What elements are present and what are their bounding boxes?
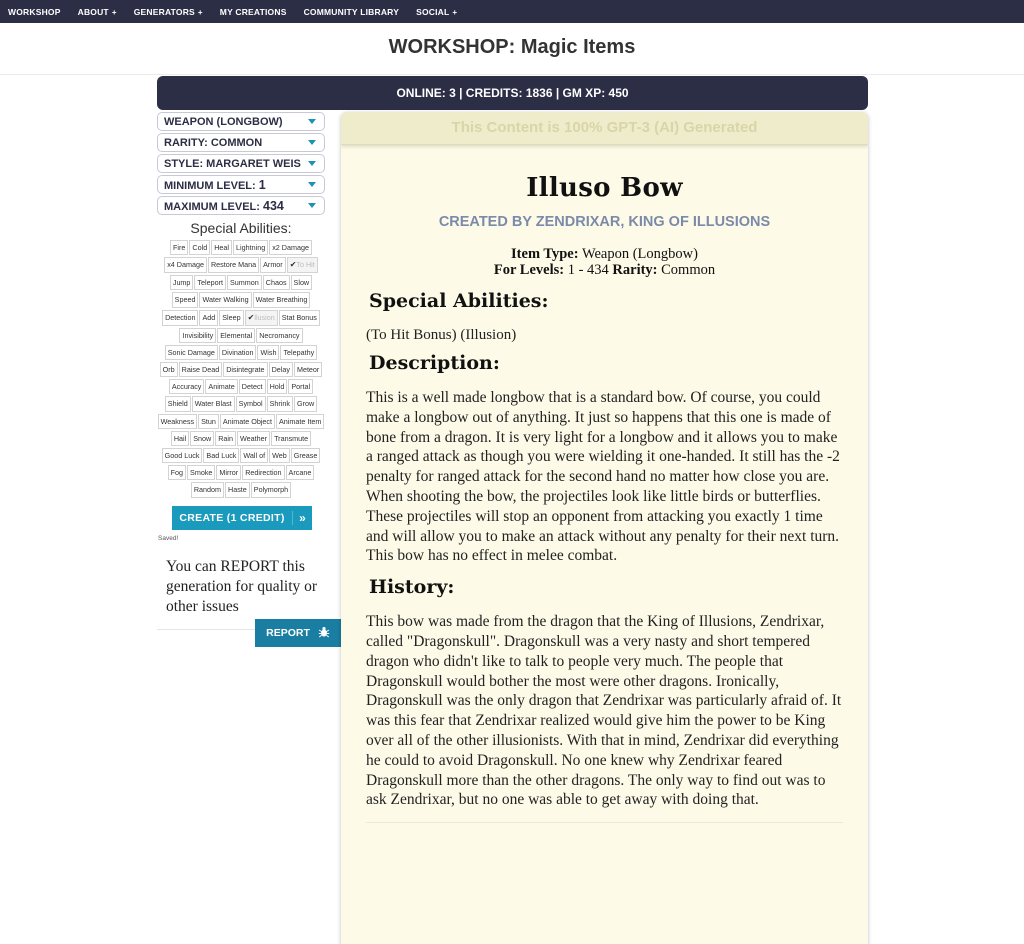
- status-text: ONLINE: 3 | CREDITS: 1836 | GM XP: 450: [396, 86, 629, 100]
- ability-chip-label: Arcane: [288, 468, 312, 478]
- ability-chip[interactable]: [260, 257, 286, 273]
- ability-chip-label: Wall of: [243, 451, 266, 461]
- ability-chip[interactable]: [171, 431, 189, 446]
- ability-chip[interactable]: [215, 431, 236, 446]
- item-name: Illuso Bow: [526, 173, 683, 203]
- ability-chip[interactable]: [291, 275, 313, 290]
- ability-chip-label: Lightning: [236, 243, 266, 252]
- card-bottom-divider: [366, 822, 843, 823]
- ability-chip[interactable]: [269, 240, 312, 255]
- ability-chip-label: Meteor: [296, 365, 320, 375]
- nav-item-social[interactable]: [416, 7, 457, 17]
- nav-item-label: COMMUNITY LIBRARY: [303, 6, 400, 17]
- ability-chip[interactable]: [233, 240, 268, 255]
- ability-chip-label: Redirection: [245, 468, 282, 478]
- ability-chip[interactable]: [291, 448, 321, 463]
- ability-chip-label: Detect: [241, 382, 263, 392]
- ability-chip-label: Disintegrate: [226, 365, 265, 375]
- ability-chip-label: Stat Bonus: [281, 312, 317, 322]
- ability-chip[interactable]: [294, 362, 322, 377]
- plus-icon: +: [111, 7, 117, 17]
- abilities-text: (To Hit Bonus) (Illusion): [366, 327, 517, 343]
- ability-chip[interactable]: [225, 482, 250, 497]
- ability-options: [157, 240, 325, 498]
- chevron-down-icon: [308, 140, 316, 145]
- nav-item-label: MY CREATIONS: [219, 6, 287, 17]
- nav-item-label: SOCIAL: [416, 6, 450, 17]
- ability-chip-label: Web: [272, 451, 287, 461]
- ability-chip-label: Weakness: [160, 416, 195, 426]
- special-abilities-title: Special Abilities:: [190, 220, 292, 236]
- ability-chip[interactable]: [165, 396, 191, 411]
- ability-chip-label: Restore Mana: [210, 260, 257, 270]
- ability-chip[interactable]: [271, 431, 311, 446]
- ability-chip[interactable]: [170, 275, 194, 290]
- nav-item-about[interactable]: [78, 7, 117, 17]
- ability-chip[interactable]: [227, 275, 262, 290]
- chevron-down-icon: [308, 161, 316, 166]
- ability-chip-label: To Hit: [296, 260, 315, 270]
- ability-chip[interactable]: [223, 362, 267, 377]
- ability-chip[interactable]: [191, 482, 224, 497]
- ability-chip-label: Sleep: [222, 312, 241, 322]
- ability-chip[interactable]: [237, 431, 270, 446]
- chevron-down-icon: [308, 119, 316, 124]
- ability-chip[interactable]: [267, 396, 293, 411]
- ability-chip-label: Telepathy: [283, 347, 315, 357]
- ability-chip[interactable]: [172, 292, 199, 307]
- nav-item-workshop[interactable]: [8, 7, 61, 17]
- ability-chip[interactable]: [294, 396, 317, 411]
- description-heading: Description:: [369, 352, 500, 374]
- ability-chip-label: Hail: [173, 433, 187, 443]
- history-text: This bow was made from the dragon that the King of Illusions, Zendrixar, called "Dragonskull". Dragonskull was a very nasty and short tempered dragon who didn't like to talk to people very much. The people that Dragonskull would bother the most were other dragons. Ironically, Dragonskull was the only dragon that Zendrixar was particularly afraid of. It was this fear that Zendrixar realized would give him the power to be King over all of the other illusionists. With that in mind, Zendrixar did everything he could to avoid Dragonskull. No one knew why Zendrixar feared Dragonskull more than the other dragons. The only way to find out was to ask Zendrixar, but no one was able to get away with doing that.: [366, 613, 842, 809]
- item-creator: CREATED BY ZENDRIXAR, KING OF ILLUSIONS: [438, 214, 771, 230]
- min-level-value: 1: [258, 177, 266, 192]
- ability-chip[interactable]: [190, 431, 214, 446]
- ability-chip-label: Good Luck: [164, 451, 200, 461]
- ability-chip-label: Random: [193, 485, 222, 495]
- ability-chip-label: Heal: [214, 243, 230, 252]
- ability-chip[interactable]: [205, 379, 237, 394]
- ability-chip-label: Armor: [263, 260, 283, 270]
- ability-chip-label: Water Walking: [202, 295, 249, 305]
- report-button-label: REPORT: [266, 627, 310, 639]
- ability-chip[interactable]: [168, 465, 186, 480]
- max-level-select[interactable]: [157, 196, 325, 215]
- generator-panel: [157, 112, 343, 639]
- chevron-down-icon: [308, 203, 316, 208]
- history-heading: History:: [369, 576, 455, 599]
- ability-chip[interactable]: [192, 396, 235, 411]
- ability-chip[interactable]: [162, 448, 203, 463]
- nav-item-label: WORKSHOP: [8, 6, 61, 17]
- ability-chip-label: Invisibility: [182, 330, 214, 340]
- ability-chip-label: Stun: [201, 416, 216, 426]
- levels-value: 1 - 434: [567, 262, 609, 278]
- item-type-label: Item Type:: [511, 246, 579, 262]
- ability-chip-label: Elemental: [220, 330, 253, 340]
- ability-chip-label: Fire: [173, 243, 186, 252]
- ability-chip-label: Water Breathing: [255, 295, 308, 305]
- ability-chip-label: Hold: [269, 382, 285, 392]
- ability-chip[interactable]: [162, 310, 198, 326]
- ability-chip-label: Water Blast: [194, 399, 232, 409]
- rarity-select[interactable]: [157, 133, 325, 152]
- ability-chip[interactable]: [208, 257, 259, 273]
- ability-chip-label: Rain: [218, 433, 234, 443]
- abilities-heading: Special Abilities:: [369, 290, 549, 312]
- ability-chip-label: Symbol: [238, 399, 263, 409]
- ability-chip[interactable]: [256, 328, 302, 343]
- ability-chip-label: Bad Luck: [206, 451, 237, 461]
- ability-chip-label: Teleport: [197, 278, 223, 288]
- ability-chip[interactable]: [160, 362, 178, 377]
- nav-item-label: GENERATORS: [133, 6, 195, 17]
- checkmark-icon: ✔: [289, 260, 297, 270]
- ability-chip[interactable]: [279, 310, 320, 326]
- ability-chip-label: llusion: [254, 312, 275, 322]
- ability-chip-label: Shrink: [269, 399, 291, 409]
- ability-chip-label: Animate Object: [222, 416, 273, 426]
- ability-chip-label: Grow: [297, 399, 315, 409]
- item-type-value: Weapon (Longbow): [581, 246, 698, 262]
- status-bar: [157, 76, 868, 110]
- ability-chip[interactable]: [269, 362, 293, 377]
- style-select-label: STYLE: MARGARET WEIS: [164, 157, 301, 170]
- ability-chip[interactable]: [165, 345, 218, 360]
- report-note: You can REPORT this generation for quality or other issues: [166, 557, 318, 615]
- ability-chip-label: Accuracy: [171, 382, 202, 392]
- rarity-label: Rarity:: [612, 262, 658, 278]
- rarity-value: Common: [661, 262, 716, 278]
- ability-chip[interactable]: [217, 328, 255, 343]
- max-level-value: 434: [263, 198, 284, 213]
- ability-chip[interactable]: [240, 448, 268, 463]
- chevron-down-icon: [308, 182, 316, 187]
- ability-chip[interactable]: [239, 379, 266, 394]
- ability-chip[interactable]: [245, 310, 278, 326]
- nav-item-my-creations[interactable]: [220, 7, 287, 17]
- ability-chip[interactable]: [236, 396, 266, 411]
- ability-chip[interactable]: [179, 328, 216, 343]
- ability-chip-label: Summon: [230, 278, 259, 288]
- ability-chip-label: Weather: [240, 433, 268, 443]
- ability-chip[interactable]: [251, 482, 291, 497]
- saved-status: Saved!: [158, 534, 179, 542]
- ability-chip-label: Jump: [172, 278, 191, 288]
- ability-chip-label: Detection: [165, 312, 196, 322]
- ability-chip[interactable]: [253, 292, 311, 307]
- ability-chip-label: Sonic Damage: [167, 347, 215, 357]
- ability-chip[interactable]: [187, 465, 215, 480]
- ability-chip[interactable]: [276, 414, 324, 429]
- ability-chip[interactable]: [169, 379, 205, 394]
- plus-icon: +: [452, 7, 458, 17]
- ai-generated-banner: This Content is 100% GPT-3 (AI) Generated: [341, 112, 868, 145]
- ability-chip[interactable]: [194, 275, 226, 290]
- ability-chip[interactable]: [219, 310, 243, 326]
- weapon-select[interactable]: [157, 112, 325, 131]
- ability-chip-label: x2 Damage: [272, 243, 309, 252]
- ability-chip-label: Slow: [293, 278, 310, 288]
- ability-chip[interactable]: [280, 345, 317, 360]
- checkmark-icon: ✔: [247, 312, 255, 322]
- ability-chip[interactable]: [219, 345, 257, 360]
- nav-item-generators[interactable]: [134, 7, 203, 17]
- plus-icon: +: [197, 7, 203, 17]
- ability-chip-label: Snow: [193, 433, 212, 443]
- ability-chip[interactable]: [267, 379, 288, 394]
- ability-chip[interactable]: [269, 448, 290, 463]
- page-title: WORKSHOP: Magic Items: [388, 36, 636, 58]
- create-button-label: CREATE (1 CREDIT): [179, 511, 285, 524]
- ability-chip-label: Grease: [293, 451, 318, 461]
- title-divider: [0, 74, 1024, 75]
- ability-chip-label: Speed: [174, 295, 196, 305]
- nav-item-community-library[interactable]: [304, 7, 399, 17]
- ability-chip-label: Shield: [167, 399, 188, 409]
- ability-chip[interactable]: [170, 240, 188, 255]
- ability-chip[interactable]: [199, 292, 251, 307]
- ability-chip-label: x4 Damage: [167, 260, 204, 270]
- ability-chip[interactable]: [257, 345, 279, 360]
- ability-chip[interactable]: [198, 414, 219, 429]
- ability-chip-label: Raise Dead: [181, 365, 220, 375]
- ability-chip[interactable]: [242, 465, 284, 480]
- double-chevron-right-icon: »: [292, 511, 312, 525]
- ability-chip-label: Delay: [271, 365, 290, 375]
- min-level-select[interactable]: [157, 175, 325, 194]
- ability-chip-label: Chaos: [265, 278, 287, 288]
- max-level-label: MAXIMUM LEVEL:: [164, 200, 263, 213]
- levels-label: For Levels:: [493, 262, 565, 278]
- ability-chip[interactable]: [220, 414, 275, 429]
- ability-chip[interactable]: [286, 465, 315, 480]
- weapon-select-label: WEAPON (LONGBOW): [164, 115, 283, 128]
- ability-chip-label: Necromancy: [259, 330, 300, 340]
- ability-chip[interactable]: [199, 310, 218, 326]
- description-text: This is a well made longbow that is a standard bow. Of course, you could make a longbow out of anything. It just so happens that this one is made of bone from a dragon. It is very light for a longbow and it allows you to make a ranged attack as though you were wielding it one-handed. It still has the -2 penalty for ranged attack for the second hand no matter how close you are. When shooting the bow, the projectiles look like little birds or butterflies. These projectiles will stop an opponent from attacking you exactly 1 time and will allow you to make an attack without any penalty for their next turn. This bow has no effect in melee combat.: [366, 389, 840, 565]
- ability-chip-label: Animate Item: [279, 416, 322, 426]
- ability-chip[interactable]: [179, 362, 223, 377]
- nav-item-label: ABOUT: [77, 6, 109, 17]
- ability-chip-label: Divination: [221, 347, 254, 357]
- min-level-label: MINIMUM LEVEL:: [164, 179, 259, 192]
- ability-chip-label: Portal: [291, 382, 311, 392]
- report-button[interactable]: [255, 619, 341, 647]
- ability-chip-label: Cold: [192, 243, 208, 252]
- ability-chip[interactable]: [158, 414, 197, 429]
- ability-chip-label: Fog: [170, 468, 184, 478]
- ability-chip[interactable]: [263, 275, 290, 290]
- result-card: [341, 112, 868, 944]
- ability-chip-label: Polymorph: [253, 485, 289, 495]
- ability-chip-label: Mirror: [219, 468, 239, 478]
- ability-chip[interactable]: [288, 379, 313, 394]
- top-nav: [0, 0, 1024, 23]
- ability-chip-label: Smoke: [190, 468, 213, 478]
- ability-chip[interactable]: [189, 240, 210, 255]
- bug-icon: [318, 626, 330, 641]
- ability-chip-label: Orb: [162, 365, 175, 375]
- ability-chip-label: Transmute: [274, 433, 309, 443]
- item-meta: [366, 246, 843, 278]
- style-select[interactable]: [157, 154, 325, 173]
- ability-chip[interactable]: [211, 240, 232, 255]
- ability-chip-label: Wish: [260, 347, 277, 357]
- ability-chip[interactable]: [203, 448, 239, 463]
- ability-chip-label: Haste: [228, 485, 247, 495]
- create-button[interactable]: [172, 506, 312, 530]
- ability-chip[interactable]: [287, 257, 318, 273]
- ability-chip[interactable]: [164, 257, 207, 273]
- ability-chip[interactable]: [216, 465, 241, 480]
- ability-chip-label: Animate: [208, 382, 235, 392]
- rarity-select-label: RARITY: COMMON: [164, 136, 263, 149]
- ability-chip-label: Add: [202, 312, 216, 322]
